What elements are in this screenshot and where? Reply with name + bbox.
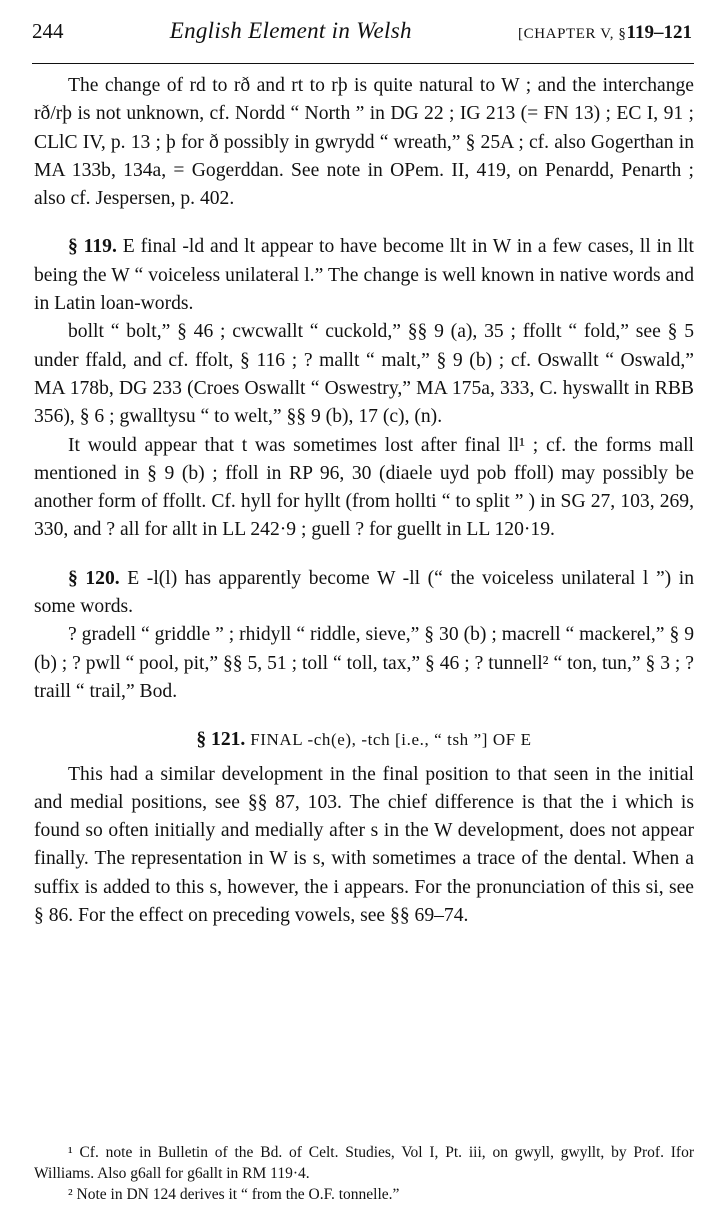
section-119-label: § 119. xyxy=(68,236,117,258)
section-120-paragraph xyxy=(34,565,694,622)
section-120-text: E -l(l) has apparently become W -ll (“ the voiceless unilateral l ”) in some words. xyxy=(34,567,694,618)
chapter-prefix: [CHAPTER V, § xyxy=(518,26,627,42)
section-121-paragraph: This had a similar development in the final position to that seen in the initial and medial positions, see §§ 87, 103. The chief difference is that the i which is found so often initially and medially after s in the W development, does not appear finally. The representation in W is s, with sometimes a trace of the dental. When a suffix is added to this s, however, the i appears. For the pronunciation of this si, see § 86. For the effect on preceding vowels, see §§ 69–74. xyxy=(34,763,694,927)
running-title: English Element in Welsh xyxy=(169,18,412,43)
section-120-examples: ? gradell “ griddle ” ; rhidyll “ riddle, sieve,” § 30 (b) ; macrell “ mackerel,” § 9 (b) ; ? pwll “ pool, pit,” §§ 5, 51 ; toll “ toll, tax,” § 46 ; ? tunnell² “ ton, tun,” § 3 ; ? traill “ trail,” Bod. xyxy=(34,624,694,702)
section-121-title: FINAL -ch(e), -tch [i.e., “ tsh ”] OF E xyxy=(250,730,532,750)
section-119-paragraph xyxy=(34,233,694,318)
header-rule xyxy=(32,63,694,64)
section-119-examples: bollt “ bolt,” § 46 ; cwcwallt “ cuckold,” §§ 9 (a), 35 ; ffollt “ fold,” see § 5 under ffald, and cf. ffolt, § 116 ; ? mallt “ malt,” § 9 (b) ; cf. Oswallt “ Oswald,” MA 178b, DG 233 (Croes Oswallt “ Oswestry,” MA 175a, 333, C. hyswallt in RBB 356), § 6 ; gwalltysu “ to welt,” §§ 9 (b), 17 (c), (n). xyxy=(34,321,694,428)
page-number: 244 xyxy=(32,19,64,43)
section-121-label: § 121. xyxy=(196,729,246,751)
footnote-1: ¹ Cf. note in Bulletin of the Bd. of Celt. Studies, Vol I, Pt. iii, on gwyll, gwyllt, by Prof. Ifor Williams. Also g6all for g6allt in RM 119·4. xyxy=(34,1144,694,1182)
footnote-2: ² Note in DN 124 derives it “ from the O.F. tonnelle.” xyxy=(68,1186,400,1203)
chapter-sections: 119–121 xyxy=(626,22,692,43)
section-119-note: It would appear that t was sometimes lost after final ll¹ ; cf. the forms mall mentioned in § 9 (b) ; ffoll in RP 96, 30 (diaele uyd pob ffoll) may possibly be another form of ffollt. Cf. hyll for hyllt (from hollti “ to split ” ) in SG 27, 103, 269, 330, and ? all for allt in LL 242·9 ; guell ? for guellt in LL 120·19. xyxy=(34,434,694,541)
footnotes xyxy=(34,1142,694,1205)
intro-paragraph: The change of rd to rð and rt to rþ is quite natural to W ; and the interchange rð/rþ is not unknown, cf. Nordd “ North ” in DG 22 ; IG 213 (= FN 13) ; EC I, 91 ; CLlC IV, p. 13 ; þ for ð possibly in gwrydd “ wreath,” § 25A ; cf. also Gogerthan in MA 133b, 134a, = Gogerddan. See note in OPem. II, 419, on Penardd, Penarth ; also cf. Jespersen, p. 402. xyxy=(34,75,694,210)
section-121-heading xyxy=(34,726,694,754)
section-120-label: § 120. xyxy=(68,567,120,589)
running-header xyxy=(32,18,692,50)
chapter-reference xyxy=(518,22,692,44)
main-text xyxy=(34,72,694,930)
section-119-text: E final -ld and lt appear to have become llt in W in a few cases, ll in llt being the W “ voiceless unilateral l.” The change is well known in native words and in Latin loan-words. xyxy=(34,236,695,315)
